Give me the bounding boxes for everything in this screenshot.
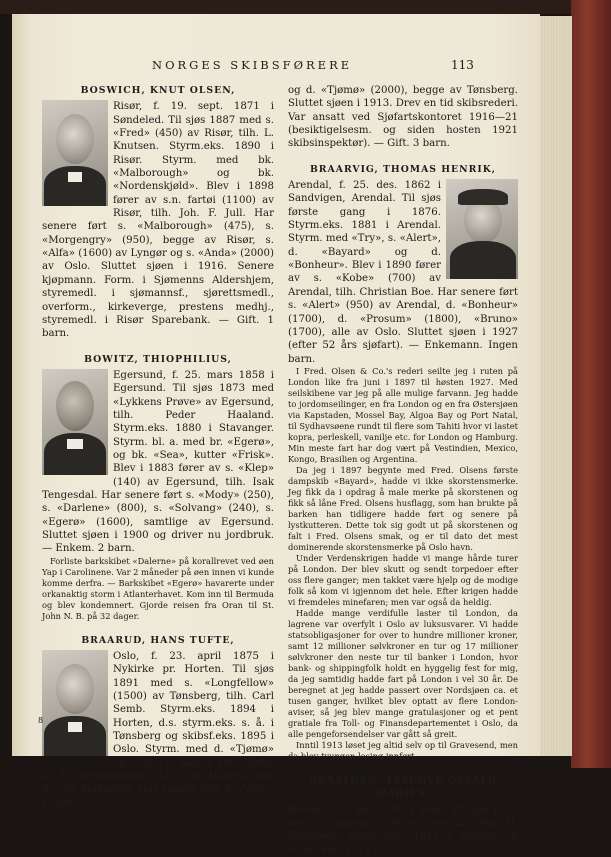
entry-name: BOWITZ, THIOPHILIUS, <box>84 353 232 365</box>
entry-name: BOSWICH, KNUT OLSEN, <box>80 85 236 96</box>
entry-text: Arendal, f. 25. des. 1862 i Sandvigen, Arendal. Til sjøs første gang i 1876. Styrm.eks. 1881 i Arendal. Styrm. med «Try», s. «Alert», d. «Bayard» og d. «Bonheur». Blev i 1890 fører av s. «Kobe» (700) av Arendal, tilh. Christian Boe. Har senere ført s. «Alert» (950) av Arendal, d. «Bonheur» (1700), d. «Prosum» (1800), «Bruno» (1700), alle av Oslo. Sluttet sjøen i 1927 (efter 52 års sjøfart). — Enkemann. Ingen barn. <box>288 180 518 365</box>
entry-text: Egersund, f. 25. mars 1858 i Egersund. Til sjøs 1873 med «Lykkens Prøve» av Egersund, tilh. Peder Haaland. Styrm.eks. 1880 i Stavanger. Styrm. bl. a. med br. «Egerø», og bk. «Sea», kutter «Frisk». Blev i 1883 fører av s. «Klep» (140) av Egersund, tilh. Isak Tengesdal. Har senere ført s. «Mody» (250), s. «Darlene» (800), s. «Solvang» (240), s. «Egerø» (1600), samtlige av Egersund. Sluttet sjøen i 1900 og driver nu jordbruk. — Enkem. 2 barn. <box>42 369 274 555</box>
entry-note: Forliste barkskibet «Dalerne» på korallrevet ved øen Yap i Carolinene. Var 2 måneder på øen innen vi kunde komme derfra. — Barkskibet «Egerø» havarerte under orkanaktig storm i Atlanterhavet. Kom inn til Bermuda og blev kondemnert. Gjorde reisen fra Oran til St. John N. B. på 32 dager. <box>42 555 274 621</box>
entry-name: BRAARUD, HANS TUFTE, <box>81 634 235 646</box>
book-cover-top <box>0 0 611 14</box>
entry-name: BRAATHEN, TRYGGVE OSVALD MARIUS, <box>308 774 498 800</box>
entry-note: I Fred. Olsen & Co.'s rederi seilte jeg i ruten på London like fra juni i 1897 til høsten 1927. Med seilskibene var jeg på alle mulige farvann. Jeg hadde to jordomseilinger, en fra London og en fra Østersjøen via Kapstaden, Mossel Bay, Algoa Bay og Port Natal, til Sydhavsøene rundt til flere som Tahiti hvor vi lastet kopra, perleskell, vanilje etc. for London og Hamburg. Min meste fart har dog vært på Vestindien, Mexico, Kongo, Brasilien og Argentina. <box>288 365 518 464</box>
book-page <box>12 14 540 856</box>
entry-text: Horten, f. 5. nov. 1890 i Soon. Til sjøs 1905 med s. «Anscar» (900) av Oslo, tilh. Aug. H. Pettersen. Styrm.eks. 1913 i Horten og skibsf.eks. 1917 i <box>288 804 518 856</box>
left-column <box>42 84 274 810</box>
entry-text: Oslo, f. 23. april 1875 i Nykirke pr. Horten. Til sjøs 1891 med s. «Longfellow» (1500) av Tønsberg, tilh. Carl Semb. Styrm.eks. 1894 i Horten, d.s. styrm.eks. s. å. i Tønsberg og skibsf.eks. 1895 i Oslo. Styrm. med d. «Tjømø» og «Uller». Blev i 1902 fører av d. «Vestmanrød» (1250) av Horten, tilh. A. Chr. Hannevik. Har senere ført d. «Varg» (2000) <box>42 651 274 809</box>
running-header: NORGES SKIBSFØRERE <box>152 58 353 72</box>
portrait-photo <box>42 369 108 475</box>
entry-name: BRAARVIG, THOMAS HENRIK, <box>309 163 497 175</box>
portrait-photo <box>42 100 108 206</box>
right-column <box>288 84 518 857</box>
entry-note: Da jeg i 1897 begynte med Fred. Olsens første dampskib «Bayard», hadde vi ikke skorstensmerke. Jeg fikk da i opdrag å male merke på skorstenen og fikk så låne Fred. Olsens husflagg, som han brukte på barken han tidligere hadde ført og senere på lystkutteren. Dette tok sig godt ut på skorstenen og falt i Fred. Olsens smak, og er til dato det mest dominerende skorstensmerke på Oslo havn. <box>288 464 518 552</box>
page-number: 113 <box>451 58 474 72</box>
entry-text: og d. «Tjømø» (2000), begge av Tønsberg. Sluttet sjøen i 1913. Drev en tid skibsrederi. Var ansatt ved Sjøfartskontoret 1916—21 (besiktigelsesm. og siden hosten 1921 skibsinspektør). — Gift. 3 barn. <box>288 85 518 150</box>
portrait-photo <box>42 650 108 756</box>
page-footer-mark: 8 <box>38 716 44 725</box>
entry-note: Hadde mange verdifulle laster til London, da lagrene var overfylt i Oslo av luksusvarer. Vi hadde statsobligasjoner for over to hundre millioner kroner, samt 12 millioner sølvkroner en tur og 17 millioner sølvkroner den neste tur til banker i London, hvor bank- og shippingfolk holdt en hyggelig fest for mig, da jeg samtidig hadde fart på London i vel 30 år. De beregnet at jeg hadde passert over Nordsjøen ca. et tusen ganger, hvilket blev optatt av flere London-aviser, så jeg blev mange gratulasjoner og et pent gratiale fra Toll- og Finansdepartementet i Oslo, da alle pengeforsendelser var gått så greit. <box>288 607 518 739</box>
entry-note: Under Verdenskrigen hadde vi mange hårde turer på London. Der blev skutt og sendt torpedoer efter oss flere ganger; men takket være hjelp og de modige folk så kom vi igjennom det hele. Efter krigen hadde vi fremdeles minefaren; men var også da heldig. <box>288 552 518 607</box>
entry-text: Risør, f. 19. sept. 1871 i Søndeled. Til sjøs 1887 med s. «Fred» (450) av Risør, tilh. L. Knutsen. Styrm.eks. 1890 i Risør. Styrm. med bk. «Malborough» og bk. «Nordenskjøld». Blev i 1898 fører av s.n. fartøi (1100) av Risør, tilh. Joh. F. Jull. Har senere ført s. «Malborough» (475), s. «Morgengry» (950), begge av Risør, s. «Alfa» (1600) av Lyngør og s. «Anda» (2000) av Oslo. Sluttet sjøen i 1916. Senere kjøpmann. Form. i Sjømenns Aldershjem, styremedl. i sjømannsf., sjørettsmedl., overform., kirkeverge, prestens medhj., styremedl. i Risør Sparebank. — Gift. 1 barn. <box>42 101 274 340</box>
portrait-photo <box>446 179 518 279</box>
book-cover-right <box>571 0 611 768</box>
page-edges <box>538 16 572 756</box>
entry-note: Inntil 1913 løset jeg altid selv op til Gravesend, men da blev tvungen losing innført. <box>288 739 518 761</box>
